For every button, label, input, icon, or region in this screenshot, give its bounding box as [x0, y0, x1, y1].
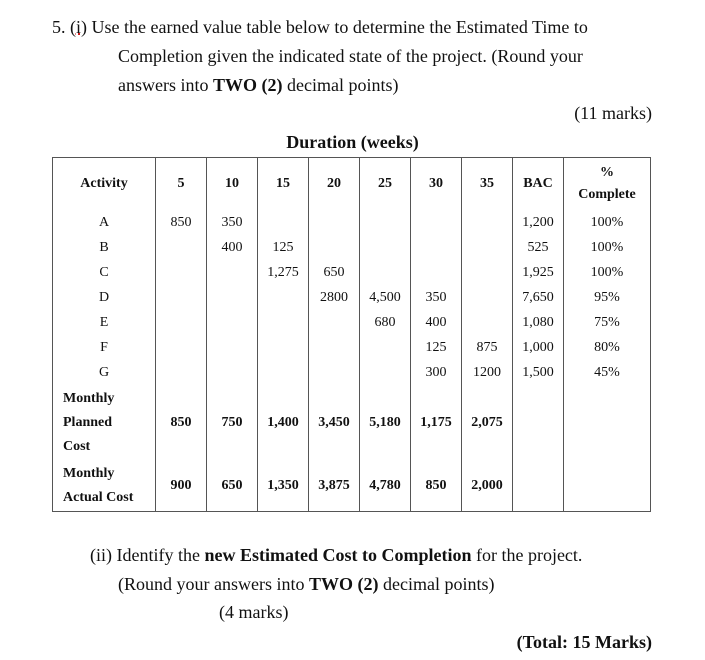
- table-row: A 850 350 1,200 100%: [53, 210, 651, 235]
- header-week: 10: [207, 158, 258, 211]
- planned-cost-label: Monthly Planned Cost: [53, 385, 156, 461]
- table-row: D 2800 4,500 350 7,650 95%: [53, 285, 651, 310]
- table-row: C 1,275 650 1,925 100%: [53, 260, 651, 285]
- header-week: 20: [309, 158, 360, 211]
- part-ii-line1: (ii) Identify the new Estimated Cost to Completion for the project.: [90, 545, 583, 565]
- earned-value-table: [52, 157, 651, 512]
- actual-cost-label: Monthly Actual Cost: [53, 461, 156, 512]
- header-week: 35: [462, 158, 513, 211]
- table-header-row: [53, 158, 651, 211]
- header-activity: Activity: [53, 158, 156, 211]
- question-line-1: [52, 16, 588, 38]
- header-bac: BAC: [513, 158, 564, 211]
- table-row: G 300 1200 1,500 45%: [53, 360, 651, 385]
- question-number: 5.: [52, 17, 66, 37]
- actual-cost-row: Monthly Actual Cost 900 650 1,350 3,875 4,780 850 2,000: [53, 461, 651, 512]
- planned-cost-row: Monthly Planned Cost 850 750 1,400 3,450 5,180 1,175 2,075: [53, 385, 651, 461]
- part-i-text-line2: Completion given the indicated state of the project. (Round your: [118, 46, 583, 66]
- header-week: 25: [360, 158, 411, 211]
- table-row: B 400 125 525 100%: [53, 235, 651, 260]
- header-week: 30: [411, 158, 462, 211]
- part-i-text-line3: answers into TWO (2) decimal points): [118, 75, 399, 95]
- total-marks: (Total: 15 Marks): [516, 632, 652, 652]
- part-i-marker: (i): [70, 17, 87, 37]
- header-complete: % Complete: [564, 158, 651, 211]
- duration-title: Duration (weeks): [286, 132, 419, 152]
- table-row: F 125 875 1,000 80%: [53, 335, 651, 360]
- part-i-text-line1: Use the earned value table below to determine the Estimated Time to: [91, 17, 588, 37]
- header-week: 5: [156, 158, 207, 211]
- header-week: 15: [258, 158, 309, 211]
- part-ii-line2: (Round your answers into TWO (2) decimal points): [118, 574, 495, 594]
- table-row: E 680 400 1,080 75%: [53, 310, 651, 335]
- part-ii-marks: (4 marks): [219, 602, 289, 622]
- part-i-marks: (11 marks): [574, 103, 652, 123]
